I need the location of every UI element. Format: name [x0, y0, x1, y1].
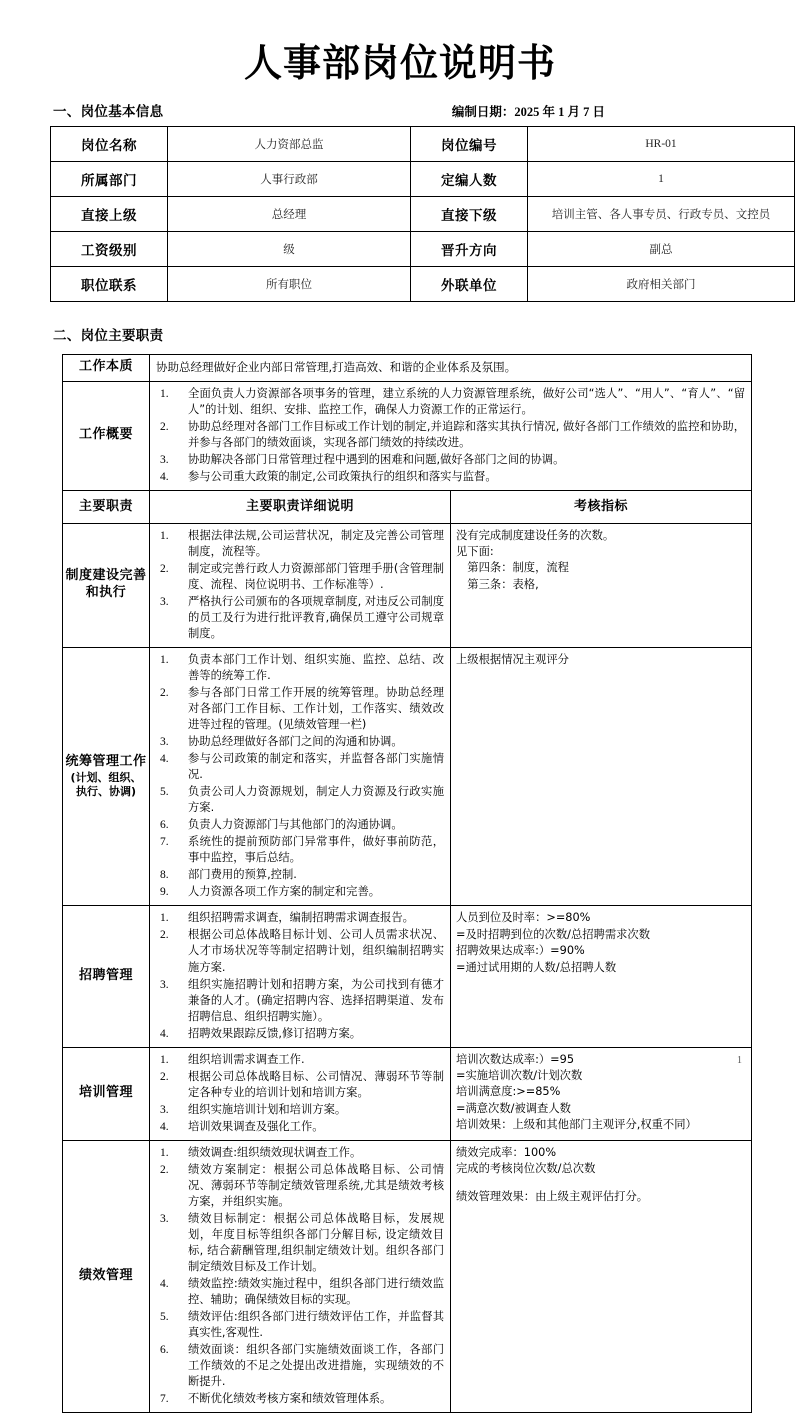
list-item: 绩效面谈：组织各部门实施绩效面谈工作，各部门工作绩效的不足之处提出改进措施，实现绩效的不断提升.	[188, 1343, 444, 1389]
list-item: 负责本部门工作计划、组织实施、监控、总结、改善等的统筹工作.	[188, 652, 444, 682]
list-item: 绩效方案制定：根据公司总体战略目标、公司情况、薄弱环节等制定绩效管理系统,尤其是绩效考核方案，并组织实施。	[188, 1162, 444, 1208]
kpi-line: =满意次数/被调查人数	[456, 1101, 571, 1115]
duty-name-subtext: (计划、组织、执行、协调)	[70, 770, 142, 799]
section-2-heading: 二、岗位主要职责	[53, 327, 164, 344]
work-overview-list	[154, 386, 745, 485]
kpi-line: 招聘效果达成率:）=90%	[456, 944, 585, 958]
list-item: 组织实施招聘计划和招聘方案，为公司找到有德才兼备的人才。(确定招聘内容、选择招聘渠道、发布招聘信息、组织招聘实施）。	[188, 977, 444, 1023]
duty-item-list	[154, 652, 444, 900]
table-row	[51, 231, 795, 266]
kpi-line: =及时招聘到位的次数/总招聘需求次数	[456, 927, 651, 941]
duty-name-text: 统筹管理工作	[65, 753, 147, 769]
table-row-duty-system-building	[63, 523, 752, 647]
kpi-line: 绩效管理效果：由上级主观评估打分。	[456, 1189, 649, 1203]
duty-name-performance: 绩效管理	[63, 1140, 150, 1413]
duty-item-list	[154, 1052, 444, 1135]
duty-kpi-performance	[451, 1140, 752, 1413]
duty-kpi-system-building	[451, 523, 752, 647]
table-row-duty-recruitment	[63, 906, 752, 1047]
row-value-supervisor: 总经理	[168, 196, 411, 231]
column-header-kpi: 考核指标	[451, 490, 752, 523]
row-label-subordinates: 直接下级	[411, 196, 528, 231]
row-label-external-contacts: 外联单位	[411, 266, 528, 301]
list-item: 培训效果调查及强化工作。	[188, 1119, 324, 1133]
kpi-line: 绩效完成率：100%	[456, 1145, 557, 1159]
table-row-duty-training	[63, 1047, 752, 1140]
row-label-work-essence: 工作本质	[63, 354, 150, 381]
table-row-duty-coordination	[63, 647, 752, 905]
list-item: 绩效评估:组织各部门进行绩效评估工作，并监督其真实性,客观性.	[188, 1310, 444, 1340]
duty-kpi-recruitment	[451, 906, 752, 1047]
kpi-line: 见下面:	[456, 545, 494, 559]
row-value-external-contacts: 政府相关部门	[528, 266, 795, 301]
kpi-line: 培训次数达成率:）=95	[456, 1052, 575, 1066]
row-value-job-code: HR-01	[528, 126, 795, 161]
kpi-line: =通过试用期的人数/总招聘人数	[456, 960, 617, 974]
duty-item-list	[154, 528, 444, 642]
duty-kpi-coordination	[451, 647, 752, 905]
list-item: 严格执行公司颁布的各项规章制度, 对违反公司制度的员工及行为进行批评教育,确保员工遵守公司规章制度。	[188, 594, 444, 640]
duty-name-system-building: 制度建设完善和执行	[63, 523, 150, 647]
row-value-headcount: 1	[528, 161, 795, 196]
table-row	[51, 161, 795, 196]
list-item: 组织实施培训计划和培训方案。	[188, 1102, 347, 1116]
table-row	[51, 126, 795, 161]
duties-table	[62, 354, 752, 1413]
duty-detail-coordination	[150, 647, 451, 905]
row-label-job-title: 岗位名称	[51, 126, 168, 161]
kpi-line: =实施培训次数/计划次数	[456, 1069, 583, 1083]
list-item: 组织培训需求调查工作.	[188, 1052, 305, 1066]
kpi-line: 第四条：制度，流程	[456, 561, 569, 575]
basic-info-table	[50, 126, 795, 302]
row-label-internal-contacts: 职位联系	[51, 266, 168, 301]
table-row	[51, 196, 795, 231]
row-label-job-code: 岗位编号	[411, 126, 528, 161]
table-header-row	[63, 490, 752, 523]
section-1-header-row	[0, 100, 800, 120]
table-row-work-essence	[63, 354, 752, 381]
kpi-line: 第三条：表格,	[456, 577, 539, 591]
list-item: 不断优化绩效考核方案和绩效管理体系。	[188, 1392, 392, 1406]
row-label-supervisor: 直接上级	[51, 196, 168, 231]
list-item: 参与各部门日常工作开展的统筹管理。协助总经理对各部门工作目标、工作计划，工作落实、绩效改进等过程的管理。(见绩效管理一栏)	[188, 686, 444, 732]
row-label-department: 所属部门	[51, 161, 168, 196]
row-label-work-overview: 工作概要	[63, 381, 150, 490]
list-item: 根据公司总体战略目标、公司情况、薄弱环节等制定各种专业的培训计划和培训方案。	[188, 1069, 444, 1099]
list-item: 参与公司重大政策的制定,公司政策执行的组织和落实与监督。	[188, 469, 497, 483]
kpi-spacer	[456, 1178, 747, 1189]
list-item: 负责人力资源部门与其他部门的沟通协调。	[188, 818, 403, 832]
section-2-header-row	[0, 324, 800, 344]
list-item: 人力资源各项工作方案的制定和完善。	[188, 885, 381, 899]
duty-item-list	[154, 1145, 444, 1408]
table-row	[51, 266, 795, 301]
column-header-duty: 主要职责	[63, 490, 150, 523]
kpi-line: 完成的考核岗位次数/总次数	[456, 1162, 596, 1176]
list-item: 协助解决各部门日常管理过程中遇到的困难和问题,做好各部门之间的协调。	[188, 452, 565, 466]
duty-kpi-training	[451, 1047, 752, 1140]
row-value-job-title: 人力资部总监	[168, 126, 411, 161]
list-item: 组织招聘需求调查，编制招聘需求调查报告。	[188, 911, 414, 925]
page-number: 1	[737, 1055, 742, 1066]
list-item: 绩效目标制定：根据公司总体战略目标，发展规划，年度目标等组织各部门分解目标, 设定绩效目标, 结合薪酬管理,组织制定绩效计划。组织各部门制定绩效目标及工作计划。	[188, 1211, 444, 1274]
list-item: 绩效监控:绩效实施过程中，组织各部门进行绩效监控、辅助；确保绩效目标的实现。	[188, 1277, 444, 1307]
kpi-line: 培训满意度:>=85%	[456, 1085, 561, 1099]
row-label-promotion: 晋升方向	[411, 231, 528, 266]
section-1-heading: 一、岗位基本信息	[53, 103, 164, 120]
compile-date-label: 编制日期：	[451, 103, 515, 119]
duty-name-recruitment: 招聘管理	[63, 906, 150, 1047]
list-item: 绩效调查:组织绩效现状调查工作。	[188, 1145, 362, 1159]
table-row-work-overview	[63, 381, 752, 490]
list-item: 参与公司政策的制定和落实，并监督各部门实施情况.	[188, 752, 444, 782]
duty-detail-training	[150, 1047, 451, 1140]
row-label-salary-grade: 工资级别	[51, 231, 168, 266]
list-item: 负责公司人力资源规划，制定人力资源及行政实施方案.	[188, 785, 444, 815]
list-item: 制定或完善行政人力资源部部门管理手册(含管理制度、流程、岗位说明书、工作标准等）.	[188, 561, 444, 591]
row-value-salary-grade: 级	[168, 231, 411, 266]
duty-name-coordination	[63, 647, 150, 905]
row-value-department: 人事行政部	[168, 161, 411, 196]
list-item: 全面负责人力资源部各项事务的管理，建立系统的人力资源管理系统，做好公司“选人”、“用人”、“育人”、“留人”的计划、组织、安排、监控工作，确保人力资源工作的正常运行。	[188, 386, 745, 416]
row-value-subordinates: 培训主管、各人事专员、行政专员、文控员	[528, 196, 795, 231]
list-item: 系统性的提前预防部门异常事件，做好事前防范，事中监控，事后总结。	[188, 835, 444, 865]
column-header-detail: 主要职责详细说明	[150, 490, 451, 523]
list-item: 根据公司总体战略目标计划、公司人员需求状况、人才市场状况等等制定招聘计划，组织编制招聘实施方案.	[188, 928, 444, 974]
list-item: 协助总经理对各部门工作目标或工作计划的制定,并追踪和落实其执行情况, 做好各部门工作绩效的监控和协助，并参与各部门的绩效面谈，实现各部门绩效的持续改进。	[188, 419, 745, 449]
kpi-line: 人员到位及时率：>=80%	[456, 911, 591, 925]
table-row-duty-performance	[63, 1140, 752, 1413]
row-value-work-overview	[150, 381, 752, 490]
page-title: 人事部岗位说明书	[243, 41, 556, 85]
compile-date	[452, 102, 605, 120]
list-item: 协助总经理做好各部门之间的沟通和协调。	[188, 735, 403, 749]
row-value-work-essence: 协助总经理做好企业内部日常管理,打造高效、和谐的企业体系及氛围。	[150, 354, 752, 381]
duty-detail-recruitment	[150, 906, 451, 1047]
list-item: 招聘效果跟踪反馈,修订招聘方案。	[188, 1026, 362, 1040]
kpi-line: 上级根据情况主观评分	[456, 652, 569, 666]
duty-detail-performance	[150, 1140, 451, 1413]
row-value-promotion: 副总	[528, 231, 795, 266]
compile-date-value: 2025 年 1 月 7 日	[514, 104, 605, 119]
row-value-internal-contacts: 所有职位	[168, 266, 411, 301]
duty-detail-system-building	[150, 523, 451, 647]
list-item: 根据法律法规,公司运营状况，制定及完善公司管理制度，流程等。	[188, 528, 444, 558]
duty-item-list	[154, 910, 444, 1041]
kpi-line: 没有完成制度建设任务的次数。	[456, 528, 615, 542]
duty-name-training: 培训管理	[63, 1047, 150, 1140]
kpi-line: 培训效果：上级和其他部门主观评分,权重不同）	[456, 1118, 697, 1132]
row-label-headcount: 定编人数	[411, 161, 528, 196]
list-item: 部门费用的预算,控制.	[188, 868, 297, 882]
